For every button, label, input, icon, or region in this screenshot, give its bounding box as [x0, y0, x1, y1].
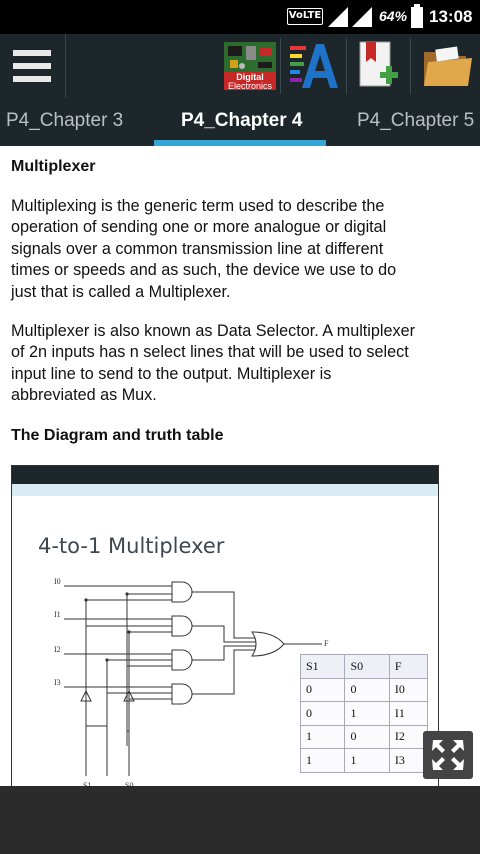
paragraph-2: [11, 321, 471, 407]
table-cell: 0: [301, 702, 345, 726]
fullscreen-button[interactable]: [423, 731, 473, 779]
table-row: [301, 749, 428, 773]
article-title: Multiplexer: [11, 158, 96, 175]
table-row: [301, 678, 428, 702]
table-cell: 1: [301, 725, 345, 749]
input-label-i2: I2: [54, 645, 61, 654]
input-label-i0: I0: [54, 577, 61, 586]
folder-icon[interactable]: [420, 38, 476, 94]
tab-chapter-3[interactable]: P4_Chapter 3: [6, 110, 124, 131]
bottom-area: [0, 786, 480, 854]
input-label-i1: I1: [54, 610, 61, 619]
table-cell: 0: [301, 678, 345, 702]
paragraph-1: [11, 196, 471, 303]
menu-icon-bar: [13, 76, 51, 82]
table-cell: I3: [389, 749, 427, 773]
truth-table: [300, 654, 428, 773]
battery-icon: [411, 7, 423, 28]
paragraph-line: of 2n inputs has n select lines that will be used to select: [11, 343, 409, 362]
font-size-icon[interactable]: [286, 38, 342, 94]
table-cell: I0: [389, 678, 427, 702]
figure-title: 4-to-1 Multiplexer: [38, 534, 225, 558]
battery-percent: 64%: [379, 8, 408, 24]
truth-table-header: [301, 655, 428, 679]
table-cell: 0: [345, 725, 389, 749]
volte-badge: VoLTE: [287, 8, 323, 25]
menu-icon: [13, 50, 51, 56]
table-cell: 0: [345, 678, 389, 702]
diagram-subheading: The Diagram and truth table: [11, 427, 224, 444]
svg-text:Digital: Digital: [236, 72, 264, 82]
figure-band: [12, 484, 439, 496]
table-cell: I2: [389, 725, 427, 749]
signal-icon: [328, 7, 348, 27]
toolbar-divider: [410, 38, 411, 94]
truth-table-header-cell: S1: [301, 655, 345, 679]
clock: 13:08: [429, 7, 473, 26]
menu-icon-bar: [13, 63, 51, 69]
tab-chapter-5[interactable]: P4_Chapter 5: [357, 110, 475, 131]
toolbar-divider: [346, 38, 347, 94]
table-cell: 1: [301, 749, 345, 773]
paragraph-line: operation of sending one or more analogue or digital: [11, 218, 387, 237]
signal-icon: [352, 7, 372, 27]
output-label-f: F: [324, 639, 329, 648]
chapter-tabs: [0, 98, 480, 146]
app-toolbar: [0, 34, 480, 98]
tab-chapter-4[interactable]: P4_Chapter 4: [181, 110, 303, 131]
toolbar-divider: [280, 38, 281, 94]
menu-button[interactable]: [0, 34, 66, 98]
figure-top-bar: [12, 466, 439, 484]
svg-text:Electronics: Electronics: [227, 81, 273, 91]
digital-electronics-logo[interactable]: [222, 38, 278, 94]
table-row: [301, 702, 428, 726]
table-cell: 1: [345, 749, 389, 773]
paragraph-line: just that is called a Multiplexer.: [11, 282, 231, 301]
paragraph-line: input line to send to the output. Multiplexer is: [11, 364, 332, 383]
fullscreen-expand-icon: [423, 731, 473, 779]
paragraph-line: Multiplexing is the generic term used to describe the: [11, 197, 385, 215]
status-bar: [0, 0, 480, 34]
table-cell: I1: [389, 702, 427, 726]
mux-figure[interactable]: [11, 465, 439, 786]
paragraph-line: Multiplexer is also known as Data Selector. A multiplexer: [11, 322, 415, 340]
truth-table-header-cell: S0: [345, 655, 389, 679]
article-content: [0, 146, 480, 786]
paragraph-line: times or speeds and as such, the device we use to do: [11, 261, 397, 280]
bookmark-add-icon[interactable]: [350, 38, 406, 94]
table-row: [301, 725, 428, 749]
truth-table-header-cell: F: [389, 655, 427, 679]
input-label-i3: I3: [54, 678, 61, 687]
table-cell: 1: [345, 702, 389, 726]
paragraph-line: abbreviated as Mux.: [11, 386, 157, 405]
paragraph-line: signals over a common transmission line at different: [11, 239, 384, 258]
